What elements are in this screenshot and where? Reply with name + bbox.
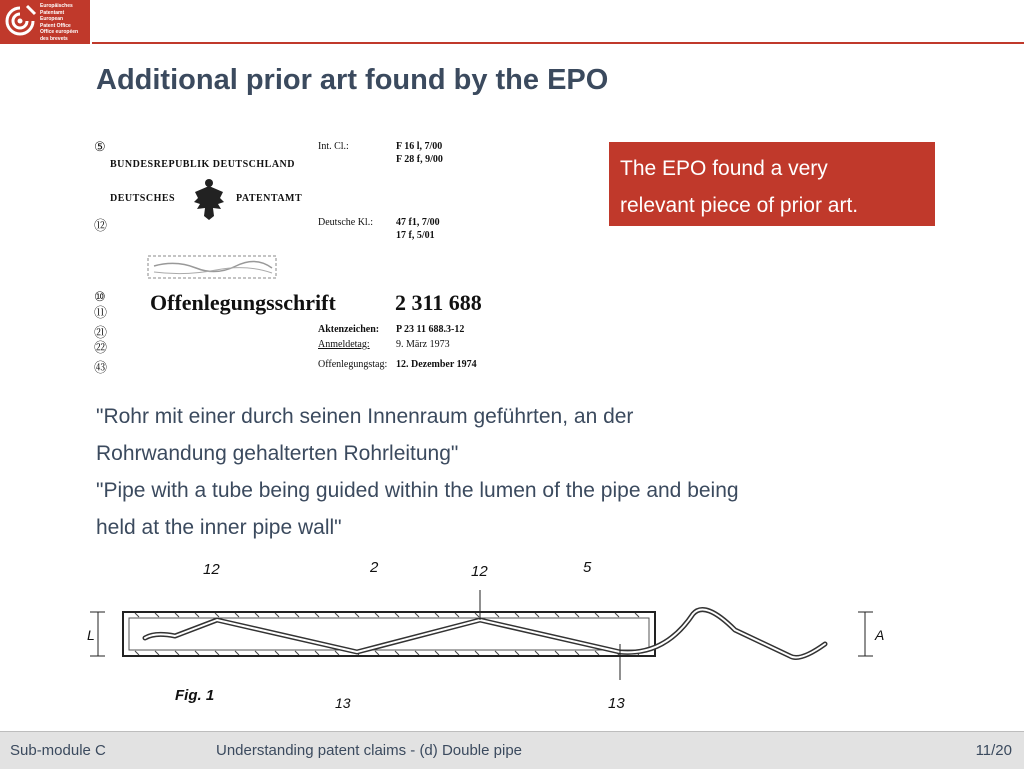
footer-page-number: 11/20 <box>975 742 1012 759</box>
claim-quote <box>96 398 936 546</box>
pipe-wall-hatching <box>135 613 639 655</box>
doc-off-label: Offenlegungstag: <box>318 359 388 370</box>
callout-line-1: The EPO found a very <box>620 157 828 180</box>
doc-num-51: ⑤ <box>94 139 106 154</box>
doc-anm-label: Anmeldetag: <box>318 339 370 350</box>
doc-num-52: ⑫ <box>94 218 108 233</box>
label-13-right: 13 <box>608 695 625 712</box>
doc-int-cl-2: F 28 f, 9/00 <box>396 154 443 165</box>
federal-eagle-icon <box>192 176 226 222</box>
doc-int-cl-1: F 16 l, 7/00 <box>396 141 443 152</box>
header-divider <box>92 42 1024 44</box>
callout-box <box>609 142 935 226</box>
callout-line-2: relevant piece of prior art. <box>620 194 859 217</box>
outer-pipe <box>123 612 655 656</box>
footer-module: Sub-module C <box>10 742 106 759</box>
doc-number: 2 311 688 <box>395 290 482 315</box>
doc-off-value: 12. Dezember 1974 <box>396 359 477 370</box>
label-12-right: 12 <box>471 563 488 580</box>
leader-lines <box>90 590 873 680</box>
doc-anm-value: 9. März 1973 <box>396 339 450 350</box>
doc-int-cl-label: Int. Cl.: <box>318 141 349 152</box>
doc-num-11: ⑪ <box>94 305 108 320</box>
label-12-left: 12 <box>203 561 220 578</box>
doc-dt-kl-label: Deutsche Kl.: <box>318 217 373 228</box>
doc-dt-kl-2: 17 f, 5/01 <box>396 230 435 241</box>
doc-num-21: ㉑ <box>94 325 108 340</box>
label-2: 2 <box>370 559 379 576</box>
doc-country: BUNDESREPUBLIK DEUTSCHLAND <box>110 159 295 170</box>
quote-de-line-1: "Rohr mit einer durch seinen Innenraum geführten, an der <box>96 405 634 428</box>
doc-num-10: ⑩ <box>94 289 106 304</box>
prior-art-document-scan <box>88 130 508 390</box>
footer-topic: Understanding patent claims - (d) Double pipe <box>216 742 522 759</box>
label-5: 5 <box>583 559 592 576</box>
quote-de-line-2: Rohrwandung gehalterten Rohrleitung" <box>96 442 459 465</box>
label-L: L <box>87 627 95 643</box>
doc-az-label: Aktenzeichen: <box>318 324 380 335</box>
quote-en-line-2: held at the inner pipe wall" <box>96 516 342 539</box>
doc-num-43: ㊸ <box>94 360 108 375</box>
label-13-left: 13 <box>335 695 351 711</box>
doc-az-value: P 23 11 688.3-12 <box>396 324 465 335</box>
footer-bar <box>0 731 1024 769</box>
logo-text: Europäisches Patentamt European Patent Office Office européen des brevets <box>40 3 79 42</box>
patent-figure-1 <box>85 552 895 722</box>
label-A: A <box>875 627 885 643</box>
doc-office-right: PATENTAMT <box>236 193 303 204</box>
doc-num-22: ㉒ <box>94 340 108 355</box>
slide-title: Additional prior art found by the EPO <box>96 64 609 96</box>
epo-logo-mark-icon <box>3 4 37 40</box>
doc-dt-kl-1: 47 f1, 7/00 <box>396 217 440 228</box>
doc-type: Offenlegungsschrift <box>150 290 336 315</box>
epo-logo <box>0 0 90 44</box>
figure-caption: Fig. 1 <box>175 687 215 704</box>
quote-en-line-1: "Pipe with a tube being guided within the lumen of the pipe and being <box>96 479 739 502</box>
redacted-stamp <box>146 252 280 282</box>
doc-office-left: DEUTSCHES <box>110 193 176 204</box>
